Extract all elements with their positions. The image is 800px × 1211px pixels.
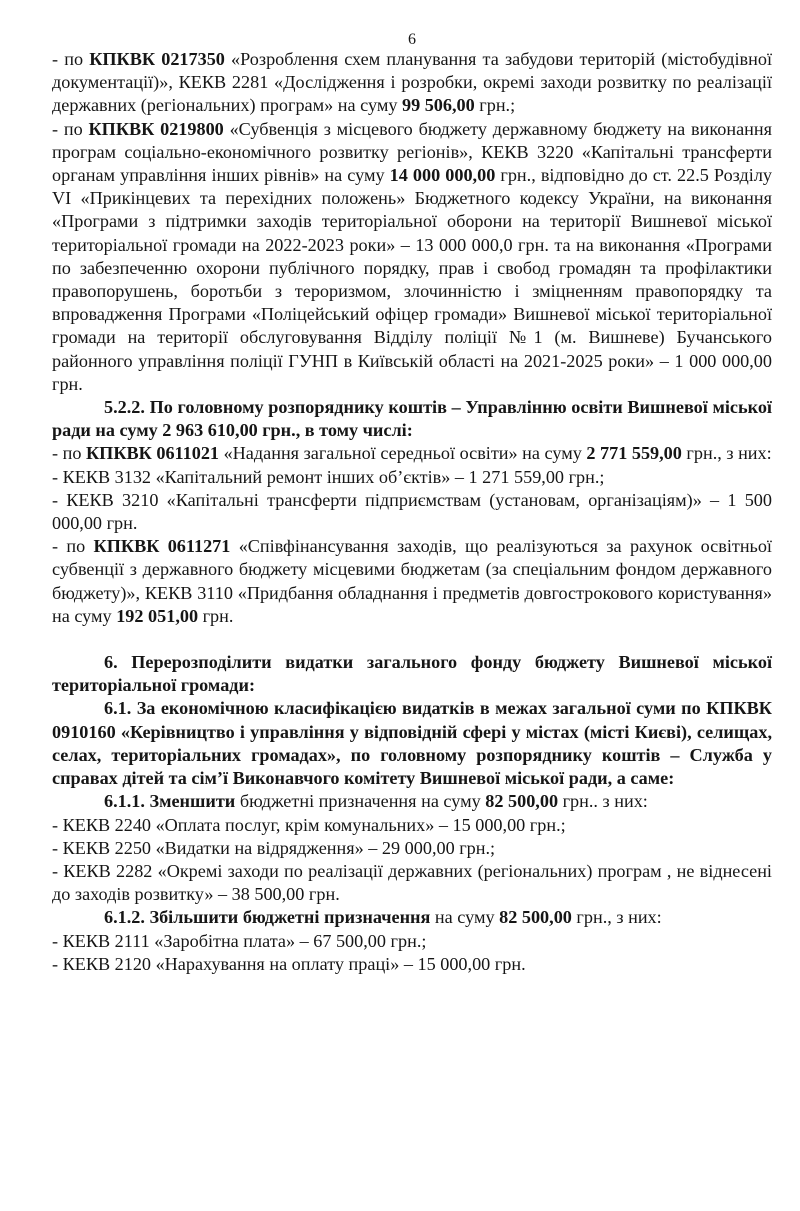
amount: 82 500,00: [485, 791, 559, 812]
paragraph-text: грн.. з них:: [558, 791, 648, 812]
list-item-kekv-3132: - КЕКВ 3132 «Капітальний ремонт інших об’єктів» – 1 271 559,00 грн.;: [52, 466, 605, 487]
heading-section-6: [52, 651, 772, 697]
amount: 82 500,00: [499, 907, 572, 928]
list-item: - КЕКВ 2120 «Нарахування на оплату праці» – 15 000,00 грн.: [52, 953, 526, 974]
list-dash: - по: [52, 443, 86, 464]
paragraph-kpkvk-0611021: [52, 442, 772, 465]
list-item: - КЕКВ 2240 «Оплата послуг, крім комунальних» – 15 000,00 грн.;: [52, 814, 566, 835]
paragraph-6-1-1: [52, 790, 772, 813]
clause-label: 6.1.1. Зменшити: [104, 791, 236, 812]
list-item: - КЕКВ 2250 «Видатки на відрядження» – 29 000,00 грн.;: [52, 837, 496, 858]
list-item: - КЕКВ 2282 «Окремі заходи по реалізації державних (регіональних) програм , не віднесені до заходів розвитку» – 38 500,00 грн.: [52, 860, 772, 905]
paragraph-text: грн., з них:: [571, 907, 662, 928]
paragraph-text: «Розроблення схем планування та забудови територій (містобудівної документації)», КЕКВ 2281 «Дослідження і розробки, окремі заходи розвитку по реалізації державних (регіональних) програм» на суму: [52, 49, 773, 116]
heading-5-2-2: [52, 396, 772, 442]
paragraph-kpkvk-0219800: [52, 118, 772, 396]
clause-label: 6.1.2. Збільшити бюджетні призначення: [104, 907, 431, 928]
paragraph-text: «Надання загальної середньої освіти» на суму: [219, 443, 587, 464]
paragraph-text: грн.: [198, 605, 234, 626]
program-code: КПКВК 0217350: [89, 49, 225, 69]
paragraph-text: бюджетні призначення на суму: [235, 791, 486, 812]
paragraph-text: «Співфінансування заходів, що реалізуються за рахунок освітньої субвенції з державного бюджету місцевими бюджетам (за спеціальним фондом державного бюджету)», КЕКВ 3110 «Придбання обладнання і предметів довгострокового користування» на суму: [52, 536, 772, 626]
paragraph-text: грн., відповідно до ст. 22.5 Розділу VI «Прикінцевих та перехідних положень» Бюджетного кодексу України, на виконання «Програми з підтримки заходів територіальної оборони на території Вишневої міської територіальної громади на 2022-2023 роки» – 13 000 000,0 грн. та на виконання «Програми по забезпеченню охорони публічного порядку, прав і свобод громадян та профілактики правопорушень, боротьби з тероризмом, злочинністю і зміцненням правопорядку та впровадження Програми «Поліцейський офіцер громади» Вишневої міської територіальної громади на території обслуговування Відділу поліції №1 (м. Вишневе) Бучанського районного управління поліції ГУНП в Київській області на 2021-2025 роки» – 1 000 000,00 грн.: [52, 165, 772, 394]
amount: 192 051,00: [116, 605, 199, 626]
amount: 2 771 559,00: [586, 443, 682, 464]
program-code: КПКВК 0219800: [88, 118, 224, 139]
paragraph-text: «Субвенція з місцевого бюджету державному бюджету на виконання програм соціально-економічного розвитку регіонів», КЕКВ 3220 «Капітальні трансферти органам управління інших рівнів» на суму: [52, 118, 772, 186]
paragraph-kpkvk-0611271: [52, 535, 772, 628]
program-code: КПКВК 0611271: [93, 536, 231, 557]
heading-text: 5.2.2. По головному розпоряднику коштів – Управлінню освіти Вишневої міської ради на суму 2 963 610,00 грн., в тому числі:: [52, 397, 772, 441]
paragraph-text: грн.;: [474, 95, 516, 116]
list-dash: - по: [52, 118, 89, 139]
list-item: - КЕКВ 2111 «Заробітна плата» – 67 500,00 грн.;: [52, 930, 427, 951]
paragraph-6-1-2: [52, 906, 772, 929]
program-code: КПКВК 0611021: [85, 443, 220, 464]
section-spacer: [52, 628, 772, 651]
paragraph-kpkvk-0217350: [52, 48, 772, 118]
heading-text: 6.1. За економічною класифікацією видатків в межах загальної суми по КПКВК 0910160 «Керівництво і управління у відповідній сфері у містах (місті Києві), селищах, селах, територіальних громадах», по головному розпоряднику коштів – Служба у справах дітей та сім’ї Виконавчого комітету Вишневої міської ради, а саме:: [52, 698, 772, 789]
heading-text: 6. Перерозподілити видатки загального фонду бюджету Вишневої міської територіальної громади:: [52, 652, 772, 696]
list-dash: - по: [52, 49, 90, 69]
amount: 14 000 000,00: [389, 165, 496, 186]
list-dash: - по: [52, 536, 94, 557]
page-number: 6: [408, 31, 416, 48]
list-item-kekv-3210: - КЕКВ 3210 «Капітальні трансферти підприємствам (установам, організаціям)» – 1 500 000,00 грн.: [52, 489, 772, 534]
paragraph-text: грн., з них:: [681, 443, 772, 464]
amount: 99 506,00: [401, 95, 475, 116]
paragraph-text: на суму: [430, 907, 500, 928]
heading-6-1: [52, 697, 772, 790]
